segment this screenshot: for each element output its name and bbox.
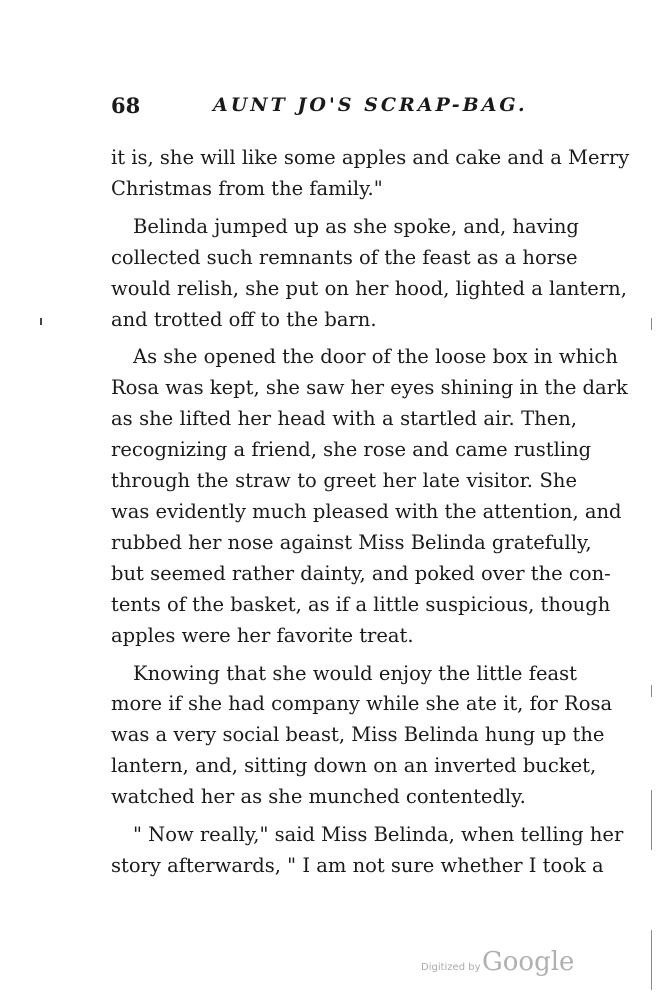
text-line: Rosa was kept, she saw her eyes shining in the dark: [111, 376, 628, 400]
google-logo: Google: [482, 947, 575, 977]
text-line: collected such remnants of the feast as a horse: [111, 245, 578, 269]
text-line: tents of the basket, as if a little suspicious, though: [111, 592, 611, 616]
text-line: lantern, and, sitting down on an inverted bucket,: [111, 754, 597, 778]
text-line: as she lifted her head with a startled air. Then,: [111, 407, 577, 431]
body-text: [111, 143, 630, 882]
watermark-prefix: Digitized by: [421, 962, 481, 973]
text-line: would relish, she put on her hood, lighted a lantern,: [111, 276, 627, 300]
margin-mark: [651, 930, 652, 990]
running-title: AUNT JO'S SCRAP-BAG.: [213, 94, 528, 116]
page-header: [111, 93, 591, 123]
text-line: Knowing that she would enjoy the little feast: [133, 661, 577, 685]
text-line: but seemed rather dainty, and poked over the con-: [111, 561, 611, 585]
text-line: story afterwards, " I am not sure whether I took a: [111, 853, 604, 877]
margin-mark: [651, 790, 652, 850]
text-line: it is, she will like some apples and cake and a Merry: [111, 146, 630, 169]
stray-ink-mark: [40, 318, 42, 325]
text-line: As she opened the door of the loose box in which: [133, 345, 618, 369]
margin-mark: [651, 318, 652, 330]
text-line: Belinda jumped up as she spoke, and, having: [133, 214, 579, 238]
text-line: recognizing a friend, she rose and came rustling: [111, 438, 592, 462]
text-line: Christmas from the family.": [111, 176, 383, 200]
text-line: watched her as she munched contentedly.: [111, 785, 526, 809]
text-line: was evidently much pleased with the attention, and: [111, 499, 622, 523]
margin-mark: [651, 685, 652, 697]
text-line: was a very social beast, Miss Belinda hung up the: [111, 723, 605, 747]
text-line: and trotted off to the barn.: [111, 307, 377, 331]
text-line: more if she had company while she ate it, for Rosa: [111, 692, 613, 716]
text-line: apples were her favorite treat.: [111, 623, 414, 647]
text-line: through the straw to greet her late visitor. She: [111, 469, 577, 493]
page-number: 68: [111, 93, 141, 118]
text-line: rubbed her nose against Miss Belinda gratefully,: [111, 530, 592, 554]
text-line: " Now really," said Miss Belinda, when telling her: [133, 823, 624, 847]
